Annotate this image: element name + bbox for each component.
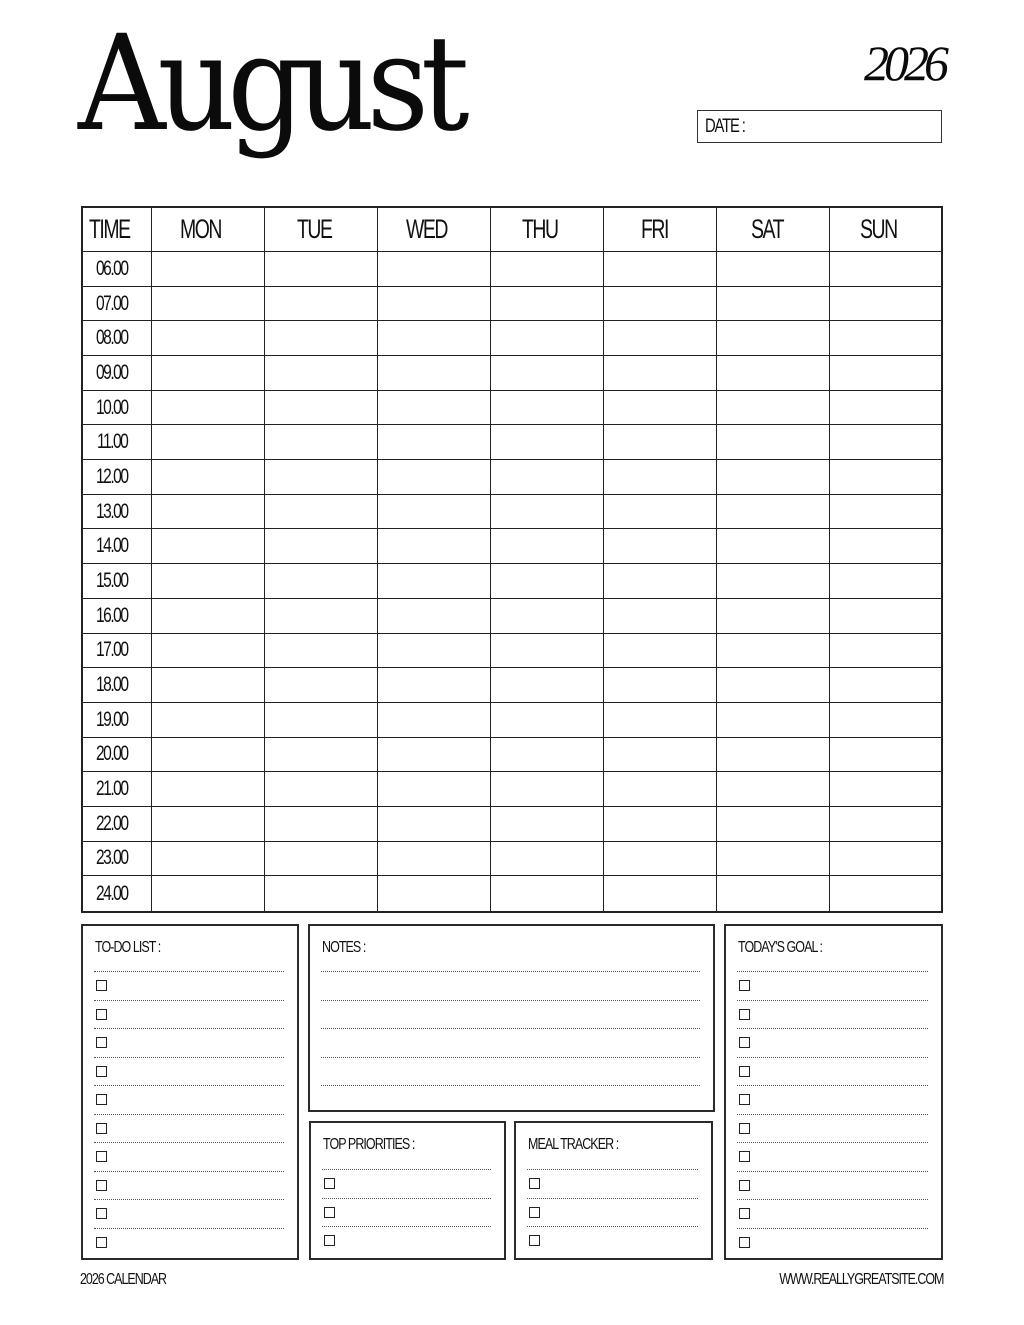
schedule-cell-mon-1300[interactable] bbox=[152, 495, 265, 530]
schedule-cell-thu-0900[interactable] bbox=[491, 356, 604, 391]
time-slot-label-cell bbox=[83, 668, 152, 703]
notes-writing-line[interactable] bbox=[321, 1000, 700, 1001]
column-header-sat bbox=[717, 208, 830, 252]
todo-checkbox-8[interactable] bbox=[96, 1180, 107, 1191]
schedule-cell-sat-1200[interactable] bbox=[717, 460, 830, 495]
schedule-cell-mon-0800[interactable] bbox=[152, 321, 265, 356]
column-header-sun bbox=[830, 208, 941, 252]
dotted-divider bbox=[737, 1199, 928, 1200]
schedule-cell-wed-0600[interactable] bbox=[378, 252, 491, 287]
schedule-cell-sun-1300[interactable] bbox=[830, 495, 941, 530]
schedule-cell-sun-1700[interactable] bbox=[830, 634, 941, 669]
schedule-cell-fri-0600[interactable] bbox=[604, 252, 717, 287]
goal-checkbox-9[interactable] bbox=[739, 1208, 750, 1219]
footer-website-link[interactable]: WWW.REALLYGREATSITE.COM bbox=[778, 1271, 943, 1288]
notes-writing-line[interactable] bbox=[321, 1057, 700, 1058]
column-header-label: SUN bbox=[859, 214, 897, 244]
schedule-cell-wed-1100[interactable] bbox=[378, 425, 491, 460]
time-slot-label-cell bbox=[83, 425, 152, 460]
schedule-cell-thu-0700[interactable] bbox=[491, 287, 604, 322]
schedule-cell-wed-1400[interactable] bbox=[378, 529, 491, 564]
schedule-cell-fri-1400[interactable] bbox=[604, 529, 717, 564]
todays-goal-title: TODAY'S GOAL : bbox=[738, 939, 823, 956]
time-slot-label-cell bbox=[83, 772, 152, 807]
schedule-cell-tue-2100[interactable] bbox=[265, 772, 378, 807]
goal-checkbox-1[interactable] bbox=[739, 980, 750, 991]
schedule-cell-fri-1000[interactable] bbox=[604, 391, 717, 426]
goal-checkbox-4[interactable] bbox=[739, 1066, 750, 1077]
year-label: 2026 bbox=[864, 35, 944, 91]
dotted-divider bbox=[94, 1028, 284, 1029]
notes-writing-line[interactable] bbox=[321, 971, 700, 972]
date-label: DATE : bbox=[705, 115, 745, 137]
schedule-cell-sat-1500[interactable] bbox=[717, 564, 830, 599]
todays-goal-panel bbox=[724, 924, 943, 1260]
schedule-cell-sat-1300[interactable] bbox=[717, 495, 830, 530]
schedule-cell-tue-2400[interactable] bbox=[265, 876, 378, 911]
time-slot-label-cell bbox=[83, 634, 152, 669]
schedule-cell-thu-2400[interactable] bbox=[491, 876, 604, 911]
schedule-cell-thu-1100[interactable] bbox=[491, 425, 604, 460]
schedule-cell-mon-1900[interactable] bbox=[152, 703, 265, 738]
time-slot-label-cell bbox=[83, 599, 152, 634]
notes-panel bbox=[308, 924, 715, 1112]
schedule-cell-tue-1400[interactable] bbox=[265, 529, 378, 564]
schedule-cell-tue-0900[interactable] bbox=[265, 356, 378, 391]
schedule-cell-mon-2200[interactable] bbox=[152, 807, 265, 842]
schedule-cell-thu-1000[interactable] bbox=[491, 391, 604, 426]
dotted-divider bbox=[322, 1226, 491, 1227]
dotted-divider bbox=[322, 1169, 491, 1170]
time-label: 11.00 bbox=[96, 430, 127, 454]
dotted-divider bbox=[737, 971, 928, 972]
column-header-mon bbox=[152, 208, 265, 252]
schedule-cell-thu-2200[interactable] bbox=[491, 807, 604, 842]
time-label: 14.00 bbox=[95, 534, 128, 558]
schedule-cell-wed-1700[interactable] bbox=[378, 634, 491, 669]
dotted-divider bbox=[737, 1057, 928, 1058]
schedule-cell-mon-2300[interactable] bbox=[152, 842, 265, 877]
time-label: 22.00 bbox=[95, 811, 128, 835]
goal-checkbox-2[interactable] bbox=[739, 1009, 750, 1020]
schedule-cell-thu-1200[interactable] bbox=[491, 460, 604, 495]
notes-writing-line[interactable] bbox=[321, 1085, 700, 1086]
time-label: 15.00 bbox=[95, 568, 128, 592]
schedule-cell-wed-1800[interactable] bbox=[378, 668, 491, 703]
todo-list-panel bbox=[81, 924, 299, 1260]
time-label: 20.00 bbox=[95, 742, 128, 766]
dotted-divider bbox=[737, 1114, 928, 1115]
schedule-cell-sat-0800[interactable] bbox=[717, 321, 830, 356]
goal-checkbox-6[interactable] bbox=[739, 1123, 750, 1134]
column-header-thu bbox=[491, 208, 604, 252]
schedule-cell-sun-2300[interactable] bbox=[830, 842, 941, 877]
schedule-cell-fri-0900[interactable] bbox=[604, 356, 717, 391]
schedule-cell-thu-2000[interactable] bbox=[491, 738, 604, 773]
time-label: 12.00 bbox=[95, 464, 128, 488]
time-label: 09.00 bbox=[95, 360, 128, 384]
dotted-divider bbox=[94, 971, 284, 972]
schedule-cell-sun-2200[interactable] bbox=[830, 807, 941, 842]
column-header-label: TUE bbox=[297, 214, 332, 244]
schedule-cell-sun-1100[interactable] bbox=[830, 425, 941, 460]
date-field[interactable] bbox=[697, 110, 942, 143]
time-label: 10.00 bbox=[95, 395, 128, 419]
schedule-cell-mon-1700[interactable] bbox=[152, 634, 265, 669]
dotted-divider bbox=[737, 1085, 928, 1086]
schedule-cell-sat-2400[interactable] bbox=[717, 876, 830, 911]
todo-checkbox-2[interactable] bbox=[96, 1009, 107, 1020]
schedule-cell-sun-0700[interactable] bbox=[830, 287, 941, 322]
time-label: 24.00 bbox=[95, 881, 128, 905]
dotted-divider bbox=[527, 1226, 698, 1227]
schedule-cell-sun-1000[interactable] bbox=[830, 391, 941, 426]
schedule-cell-fri-1700[interactable] bbox=[604, 634, 717, 669]
schedule-cell-sat-2100[interactable] bbox=[717, 772, 830, 807]
schedule-cell-tue-0600[interactable] bbox=[265, 252, 378, 287]
schedule-cell-thu-1300[interactable] bbox=[491, 495, 604, 530]
column-header-label: TIME bbox=[88, 214, 130, 244]
schedule-cell-wed-1000[interactable] bbox=[378, 391, 491, 426]
todo-checkbox-5[interactable] bbox=[96, 1094, 107, 1105]
schedule-cell-wed-1900[interactable] bbox=[378, 703, 491, 738]
schedule-cell-tue-1600[interactable] bbox=[265, 599, 378, 634]
time-slot-label-cell bbox=[83, 529, 152, 564]
schedule-cell-thu-2100[interactable] bbox=[491, 772, 604, 807]
priority-checkbox-1[interactable] bbox=[324, 1178, 335, 1189]
time-slot-label-cell bbox=[83, 460, 152, 495]
schedule-cell-wed-1500[interactable] bbox=[378, 564, 491, 599]
schedule-cell-thu-0600[interactable] bbox=[491, 252, 604, 287]
schedule-cell-fri-1200[interactable] bbox=[604, 460, 717, 495]
schedule-cell-wed-2000[interactable] bbox=[378, 738, 491, 773]
schedule-cell-wed-0700[interactable] bbox=[378, 287, 491, 322]
schedule-cell-sun-0900[interactable] bbox=[830, 356, 941, 391]
schedule-cell-wed-0900[interactable] bbox=[378, 356, 491, 391]
schedule-cell-thu-0800[interactable] bbox=[491, 321, 604, 356]
goal-checkbox-7[interactable] bbox=[739, 1151, 750, 1162]
schedule-cell-tue-1100[interactable] bbox=[265, 425, 378, 460]
schedule-cell-thu-1600[interactable] bbox=[491, 599, 604, 634]
schedule-cell-fri-2300[interactable] bbox=[604, 842, 717, 877]
schedule-cell-wed-2100[interactable] bbox=[378, 772, 491, 807]
schedule-cell-tue-1700[interactable] bbox=[265, 634, 378, 669]
schedule-cell-thu-2300[interactable] bbox=[491, 842, 604, 877]
schedule-cell-fri-1900[interactable] bbox=[604, 703, 717, 738]
notes-writing-line[interactable] bbox=[321, 1028, 700, 1029]
meal-tracker-title: MEAL TRACKER : bbox=[528, 1136, 619, 1153]
schedule-cell-mon-1400[interactable] bbox=[152, 529, 265, 564]
schedule-cell-tue-0700[interactable] bbox=[265, 287, 378, 322]
todo-checkbox-10[interactable] bbox=[96, 1237, 107, 1248]
time-label: 21.00 bbox=[95, 777, 128, 801]
schedule-cell-sun-1900[interactable] bbox=[830, 703, 941, 738]
priority-checkbox-2[interactable] bbox=[324, 1207, 335, 1218]
schedule-cell-sun-0800[interactable] bbox=[830, 321, 941, 356]
time-slot-label-cell bbox=[83, 842, 152, 877]
schedule-cell-sun-2100[interactable] bbox=[830, 772, 941, 807]
todo-list-title: TO-DO LIST : bbox=[95, 939, 161, 956]
schedule-cell-tue-2200[interactable] bbox=[265, 807, 378, 842]
time-slot-label-cell bbox=[83, 391, 152, 426]
top-priorities-panel bbox=[309, 1121, 506, 1260]
schedule-cell-thu-1500[interactable] bbox=[491, 564, 604, 599]
dotted-divider bbox=[94, 1228, 284, 1229]
column-header-time bbox=[83, 208, 152, 252]
schedule-cell-tue-2300[interactable] bbox=[265, 842, 378, 877]
time-slot-label-cell bbox=[83, 495, 152, 530]
schedule-cell-sat-2000[interactable] bbox=[717, 738, 830, 773]
time-label: 07.00 bbox=[95, 291, 128, 315]
schedule-cell-sat-1400[interactable] bbox=[717, 529, 830, 564]
dotted-divider bbox=[737, 1000, 928, 1001]
schedule-cell-sat-2200[interactable] bbox=[717, 807, 830, 842]
dotted-divider bbox=[94, 1171, 284, 1172]
schedule-cell-sun-2400[interactable] bbox=[830, 876, 941, 911]
time-slot-label-cell bbox=[83, 252, 152, 287]
column-header-label: SAT bbox=[750, 214, 783, 244]
schedule-cell-tue-1200[interactable] bbox=[265, 460, 378, 495]
schedule-cell-tue-1000[interactable] bbox=[265, 391, 378, 426]
schedule-cell-fri-2400[interactable] bbox=[604, 876, 717, 911]
schedule-cell-wed-1200[interactable] bbox=[378, 460, 491, 495]
dotted-divider bbox=[737, 1028, 928, 1029]
todo-checkbox-7[interactable] bbox=[96, 1151, 107, 1162]
schedule-cell-thu-1400[interactable] bbox=[491, 529, 604, 564]
schedule-cell-sat-1800[interactable] bbox=[717, 668, 830, 703]
time-slot-label-cell bbox=[83, 356, 152, 391]
todo-checkbox-9[interactable] bbox=[96, 1208, 107, 1219]
schedule-cell-fri-1600[interactable] bbox=[604, 599, 717, 634]
schedule-cell-tue-1500[interactable] bbox=[265, 564, 378, 599]
schedule-cell-fri-1300[interactable] bbox=[604, 495, 717, 530]
dotted-divider bbox=[737, 1142, 928, 1143]
schedule-cell-tue-1800[interactable] bbox=[265, 668, 378, 703]
footer-calendar-label: 2026 CALENDAR bbox=[80, 1271, 167, 1288]
goal-checkbox-8[interactable] bbox=[739, 1180, 750, 1191]
dotted-divider bbox=[94, 1199, 284, 1200]
schedule-cell-sun-1500[interactable] bbox=[830, 564, 941, 599]
schedule-cell-sat-2300[interactable] bbox=[717, 842, 830, 877]
time-slot-label-cell bbox=[83, 321, 152, 356]
schedule-cell-wed-1600[interactable] bbox=[378, 599, 491, 634]
dotted-divider bbox=[322, 1198, 491, 1199]
goal-checkbox-5[interactable] bbox=[739, 1094, 750, 1105]
schedule-cell-sat-1900[interactable] bbox=[717, 703, 830, 738]
time-label: 18.00 bbox=[95, 673, 128, 697]
schedule-cell-thu-1900[interactable] bbox=[491, 703, 604, 738]
schedule-cell-fri-1500[interactable] bbox=[604, 564, 717, 599]
schedule-cell-fri-1100[interactable] bbox=[604, 425, 717, 460]
time-label: 19.00 bbox=[95, 707, 128, 731]
schedule-cell-sun-1400[interactable] bbox=[830, 529, 941, 564]
schedule-cell-wed-0800[interactable] bbox=[378, 321, 491, 356]
column-header-label: THU bbox=[522, 214, 558, 244]
column-header-label: FRI bbox=[641, 214, 669, 244]
meal-tracker-panel bbox=[514, 1121, 713, 1260]
dotted-divider bbox=[94, 1000, 284, 1001]
schedule-cell-mon-2000[interactable] bbox=[152, 738, 265, 773]
time-slot-label-cell bbox=[83, 807, 152, 842]
priority-checkbox-3[interactable] bbox=[324, 1235, 335, 1246]
schedule-cell-tue-0800[interactable] bbox=[265, 321, 378, 356]
time-label: 16.00 bbox=[95, 603, 128, 627]
dotted-divider bbox=[94, 1057, 284, 1058]
time-slot-label-cell bbox=[83, 287, 152, 322]
notes-title: NOTES : bbox=[322, 939, 366, 956]
schedule-cell-mon-1100[interactable] bbox=[152, 425, 265, 460]
column-header-wed bbox=[378, 208, 491, 252]
schedule-cell-mon-0700[interactable] bbox=[152, 287, 265, 322]
schedule-cell-fri-2100[interactable] bbox=[604, 772, 717, 807]
schedule-cell-fri-0800[interactable] bbox=[604, 321, 717, 356]
top-priorities-title: TOP PRIORITIES : bbox=[323, 1136, 415, 1153]
schedule-cell-tue-1900[interactable] bbox=[265, 703, 378, 738]
month-title: August bbox=[78, 7, 462, 161]
schedule-cell-sun-0600[interactable] bbox=[830, 252, 941, 287]
meal-checkbox-1[interactable] bbox=[529, 1178, 540, 1189]
schedule-cell-fri-1800[interactable] bbox=[604, 668, 717, 703]
dotted-divider bbox=[527, 1169, 698, 1170]
schedule-cell-wed-1300[interactable] bbox=[378, 495, 491, 530]
schedule-cell-mon-1200[interactable] bbox=[152, 460, 265, 495]
time-label: 08.00 bbox=[95, 326, 128, 350]
dotted-divider bbox=[94, 1114, 284, 1115]
todo-checkbox-4[interactable] bbox=[96, 1066, 107, 1077]
time-slot-label-cell bbox=[83, 738, 152, 773]
schedule-cell-sun-1600[interactable] bbox=[830, 599, 941, 634]
todo-checkbox-3[interactable] bbox=[96, 1037, 107, 1048]
schedule-cell-sun-1800[interactable] bbox=[830, 668, 941, 703]
schedule-cell-wed-2200[interactable] bbox=[378, 807, 491, 842]
meal-checkbox-2[interactable] bbox=[529, 1207, 540, 1218]
dotted-divider bbox=[527, 1198, 698, 1199]
time-slot-label-cell bbox=[83, 876, 152, 911]
schedule-cell-thu-1800[interactable] bbox=[491, 668, 604, 703]
time-slot-label-cell bbox=[83, 703, 152, 738]
column-header-label: MON bbox=[179, 214, 221, 244]
schedule-cell-wed-2300[interactable] bbox=[378, 842, 491, 877]
goal-checkbox-3[interactable] bbox=[739, 1037, 750, 1048]
dotted-divider bbox=[737, 1228, 928, 1229]
schedule-cell-mon-1000[interactable] bbox=[152, 391, 265, 426]
schedule-cell-sat-0600[interactable] bbox=[717, 252, 830, 287]
schedule-cell-thu-1700[interactable] bbox=[491, 634, 604, 669]
schedule-cell-mon-1500[interactable] bbox=[152, 564, 265, 599]
column-header-label: WED bbox=[405, 214, 447, 244]
schedule-cell-sat-1100[interactable] bbox=[717, 425, 830, 460]
dotted-divider bbox=[737, 1171, 928, 1172]
schedule-cell-fri-2000[interactable] bbox=[604, 738, 717, 773]
goal-checkbox-10[interactable] bbox=[739, 1237, 750, 1248]
schedule-cell-mon-1600[interactable] bbox=[152, 599, 265, 634]
schedule-cell-mon-0600[interactable] bbox=[152, 252, 265, 287]
schedule-cell-sat-1600[interactable] bbox=[717, 599, 830, 634]
schedule-cell-mon-0900[interactable] bbox=[152, 356, 265, 391]
weekly-schedule-grid bbox=[81, 206, 943, 913]
schedule-cell-mon-2400[interactable] bbox=[152, 876, 265, 911]
schedule-cell-sat-1000[interactable] bbox=[717, 391, 830, 426]
dotted-divider bbox=[94, 1142, 284, 1143]
schedule-cell-mon-2100[interactable] bbox=[152, 772, 265, 807]
dotted-divider bbox=[94, 1085, 284, 1086]
time-label: 17.00 bbox=[95, 638, 128, 662]
time-label: 23.00 bbox=[95, 846, 128, 870]
schedule-cell-fri-0700[interactable] bbox=[604, 287, 717, 322]
meal-checkbox-3[interactable] bbox=[529, 1235, 540, 1246]
time-slot-label-cell bbox=[83, 564, 152, 599]
schedule-cell-sat-0900[interactable] bbox=[717, 356, 830, 391]
time-label: 13.00 bbox=[95, 499, 128, 523]
schedule-cell-sun-1200[interactable] bbox=[830, 460, 941, 495]
todo-checkbox-6[interactable] bbox=[96, 1123, 107, 1134]
column-header-tue bbox=[265, 208, 378, 252]
schedule-cell-wed-2400[interactable] bbox=[378, 876, 491, 911]
column-header-fri bbox=[604, 208, 717, 252]
schedule-cell-tue-2000[interactable] bbox=[265, 738, 378, 773]
schedule-cell-sat-0700[interactable] bbox=[717, 287, 830, 322]
todo-checkbox-1[interactable] bbox=[96, 980, 107, 991]
time-label: 06.00 bbox=[95, 256, 128, 280]
schedule-cell-tue-1300[interactable] bbox=[265, 495, 378, 530]
schedule-cell-mon-1800[interactable] bbox=[152, 668, 265, 703]
schedule-cell-sun-2000[interactable] bbox=[830, 738, 941, 773]
schedule-cell-fri-2200[interactable] bbox=[604, 807, 717, 842]
schedule-cell-sat-1700[interactable] bbox=[717, 634, 830, 669]
